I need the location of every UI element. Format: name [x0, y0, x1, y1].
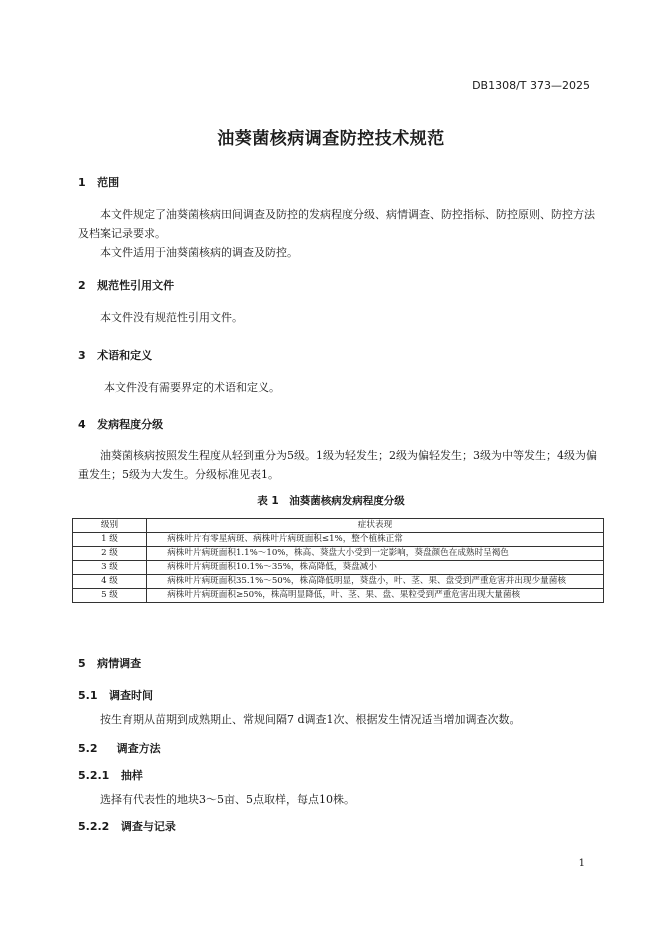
section-number: 4: [78, 418, 86, 431]
table-row: [73, 589, 604, 603]
section-body-5-1: [78, 710, 604, 729]
symptom-cell: 病株叶片病斑面积1.1%～10%，株高、葵盘大小受到一定影响，葵盘颜色在成熟时呈褐色: [147, 547, 604, 561]
section-title: 发病程度分级: [97, 418, 164, 431]
section-title: 规范性引用文件: [97, 279, 175, 292]
section-title: 调查与记录: [120, 820, 176, 833]
section-heading-2: [78, 277, 174, 293]
section-title: 术语和定义: [97, 349, 153, 362]
table-row: [73, 547, 604, 561]
section-heading-5-2: [78, 740, 161, 756]
section-title: 调查方法: [116, 742, 161, 755]
section-heading-3: [78, 347, 152, 363]
section-number: 5.1: [78, 689, 98, 702]
document-title: 油葵菌核病调查防控技术规范: [217, 129, 445, 149]
section-heading-5-2-2: [78, 818, 176, 834]
section-number: 5.2: [78, 742, 98, 755]
section-body-4: [78, 446, 604, 484]
section-heading-5-1: [78, 687, 153, 703]
table-row: [73, 575, 604, 589]
section-body-3: [82, 378, 604, 397]
grade-cell: 1 级: [73, 533, 147, 547]
severity-grade-table: [72, 518, 604, 603]
grade-cell: 2 级: [73, 547, 147, 561]
section-title: 范围: [97, 176, 120, 189]
grade-cell: 4 级: [73, 575, 147, 589]
section-body-1: [78, 205, 604, 262]
symptom-cell: 病株叶片有零星病斑、病株叶片病斑面积≤1%，整个植株正常: [147, 533, 604, 547]
paragraph: 本文件规定了油葵菌核病田间调查及防控的发病程度分级、病情调查、防控指标、防控原则、防控方法及档案记录要求。: [78, 208, 595, 240]
section-number: 2: [78, 279, 86, 292]
section-body-2: [78, 308, 604, 327]
table-row: [73, 561, 604, 575]
section-heading-5-2-1: [78, 767, 143, 783]
section-heading-4: [78, 416, 163, 432]
grade-cell: 3 级: [73, 561, 147, 575]
section-heading-1: [78, 174, 119, 190]
table-caption: 表 1 油葵菌核病发病程度分级: [257, 495, 405, 507]
section-body-5-2-1: [78, 790, 604, 809]
symptom-cell: 病株叶片病斑面积10.1%～35%，株高降低，葵盘减小: [147, 561, 604, 575]
symptom-cell: 病株叶片病斑面积≥50%，株高明显降低，叶、茎、果、盘、果粒受到严重危害出现大量菌核: [147, 589, 604, 603]
section-number: 5.2.2: [78, 820, 110, 833]
column-header-symptom: 症状表现: [147, 519, 604, 533]
paragraph: 选择有代表性的地块3～5亩、5点取样，每点10株。: [100, 793, 355, 806]
section-number: 3: [78, 349, 86, 362]
section-number: 1: [78, 176, 86, 189]
paragraph: 本文件没有需要界定的术语和定义。: [104, 381, 280, 394]
symptom-cell: 病株叶片病斑面积35.1%～50%，株高降低明显，葵盘小，叶、茎、果、盘受到严重危害并出现少量菌核: [147, 575, 604, 589]
column-header-grade: 级别: [73, 519, 147, 533]
page-number: 1: [578, 858, 585, 869]
paragraph: 按生育期从苗期到成熟期止、常规间隔7 d调查1次、根据发生情况适当增加调查次数。: [100, 713, 521, 726]
table-row: [73, 533, 604, 547]
section-title: 抽样: [120, 769, 143, 782]
section-title: 调查时间: [109, 689, 153, 702]
section-number: 5: [78, 657, 86, 670]
standard-code: DB1308/T 373—2025: [472, 79, 590, 92]
grade-cell: 5 级: [73, 589, 147, 603]
paragraph: 油葵菌核病按照发生程度从轻到重分为5级。1级为轻发生；2级为偏轻发生；3级为中等发生；4级为偏重发生；5级为大发生。分级标准见表1。: [78, 449, 597, 481]
section-title: 病情调查: [97, 657, 142, 670]
table-header-row: [73, 519, 604, 533]
section-number: 5.2.1: [78, 769, 110, 782]
paragraph: 本文件没有规范性引用文件。: [100, 311, 243, 324]
section-heading-5: [78, 655, 141, 671]
paragraph: 本文件适用于油葵菌核病的调查及防控。: [100, 246, 298, 259]
